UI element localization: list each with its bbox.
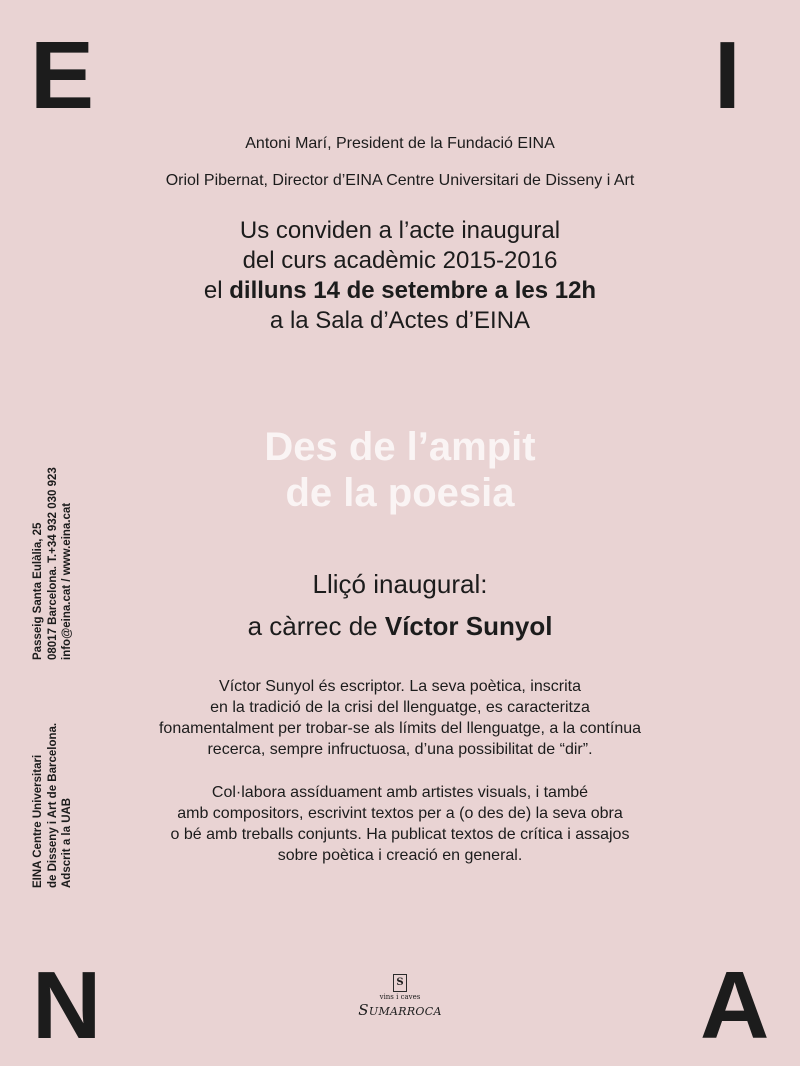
hosts-block	[0, 125, 800, 199]
school-line-3: Adscrit a la UAB	[61, 797, 73, 888]
eina-letter-a: A	[700, 952, 770, 1059]
eina-letter-i: I	[714, 22, 741, 129]
speaker-name: Víctor Sunyol	[384, 611, 553, 641]
title-line-1: Des de l’ampit	[264, 425, 536, 469]
contact-address	[31, 467, 75, 660]
address-web: info@eina.cat / www.eina.cat	[61, 502, 73, 660]
bio-p1-line: recerca, sempre infructuosa, d’una possibilitat de “dir”.	[207, 741, 593, 758]
sponsor-tagline: vins i caves	[379, 993, 421, 1001]
sumarroca-mark-icon: S	[393, 974, 407, 992]
bio-paragraph-2	[0, 782, 800, 866]
school-info	[31, 723, 75, 888]
address-street: Passeig Santa Eulàlia, 25	[32, 522, 44, 660]
eina-letter-e: E	[30, 22, 95, 129]
bio-p2-line: sobre poètica i creació en general.	[277, 847, 523, 864]
address-city-phone: 08017 Barcelona. T.+34 932 030 923	[46, 467, 59, 660]
host-director: Oriol Pibernat, Director d’EINA Centre Universitari de Disseny i Art	[165, 172, 635, 189]
bio-p1-line: Víctor Sunyol és escriptor. La seva poètica, inscrita	[219, 678, 581, 695]
invitation-date: dilluns 14 de setembre a les 12h	[229, 277, 597, 304]
bio-p1-line: en la tradició de la crisi del llenguatge, es caracteritza	[210, 699, 590, 716]
school-line-2: de Disseny i Art de Barcelona.	[46, 722, 59, 888]
bio-p1-line: fonamentalment per trobar-se als límits del llenguatge, a la contínua	[158, 720, 642, 737]
speaker-prefix: a càrrec de	[247, 611, 385, 641]
lecture-info	[0, 563, 800, 647]
invitation-date-line	[0, 276, 800, 306]
invitation-date-prefix: el	[203, 277, 230, 304]
invitation-block	[0, 216, 800, 336]
bio-paragraph-1	[0, 676, 800, 760]
title-line-2: de la poesia	[285, 471, 515, 515]
sponsor-logo	[340, 972, 460, 1019]
sponsor-name: Sumarroca	[358, 1001, 442, 1019]
bio-p2-line: Col·labora assíduament amb artistes visuals, i també	[211, 784, 589, 801]
invitation-venue: a la Sala d’Actes d’EINA	[269, 307, 531, 334]
eina-letter-n: N	[32, 952, 102, 1059]
lecture-speaker-line	[0, 605, 800, 647]
lecture-title	[0, 424, 800, 516]
invitation-line-2: del curs acadèmic 2015-2016	[242, 247, 558, 274]
school-line-1: EINA Centre Universitari	[32, 754, 44, 888]
bio-p2-line: o bé amb treballs conjunts. Ha publicat textos de crítica i assajos	[170, 826, 630, 843]
bio-p2-line: amb compositors, escrivint textos per a (o des de) la seva obra	[177, 805, 623, 822]
lecture-label: Lliçó inaugural:	[312, 569, 488, 599]
invitation-line-1: Us conviden a l’acte inaugural	[239, 217, 561, 244]
host-president: Antoni Marí, President de la Fundació EINA	[245, 135, 555, 152]
speaker-bio	[0, 676, 800, 888]
